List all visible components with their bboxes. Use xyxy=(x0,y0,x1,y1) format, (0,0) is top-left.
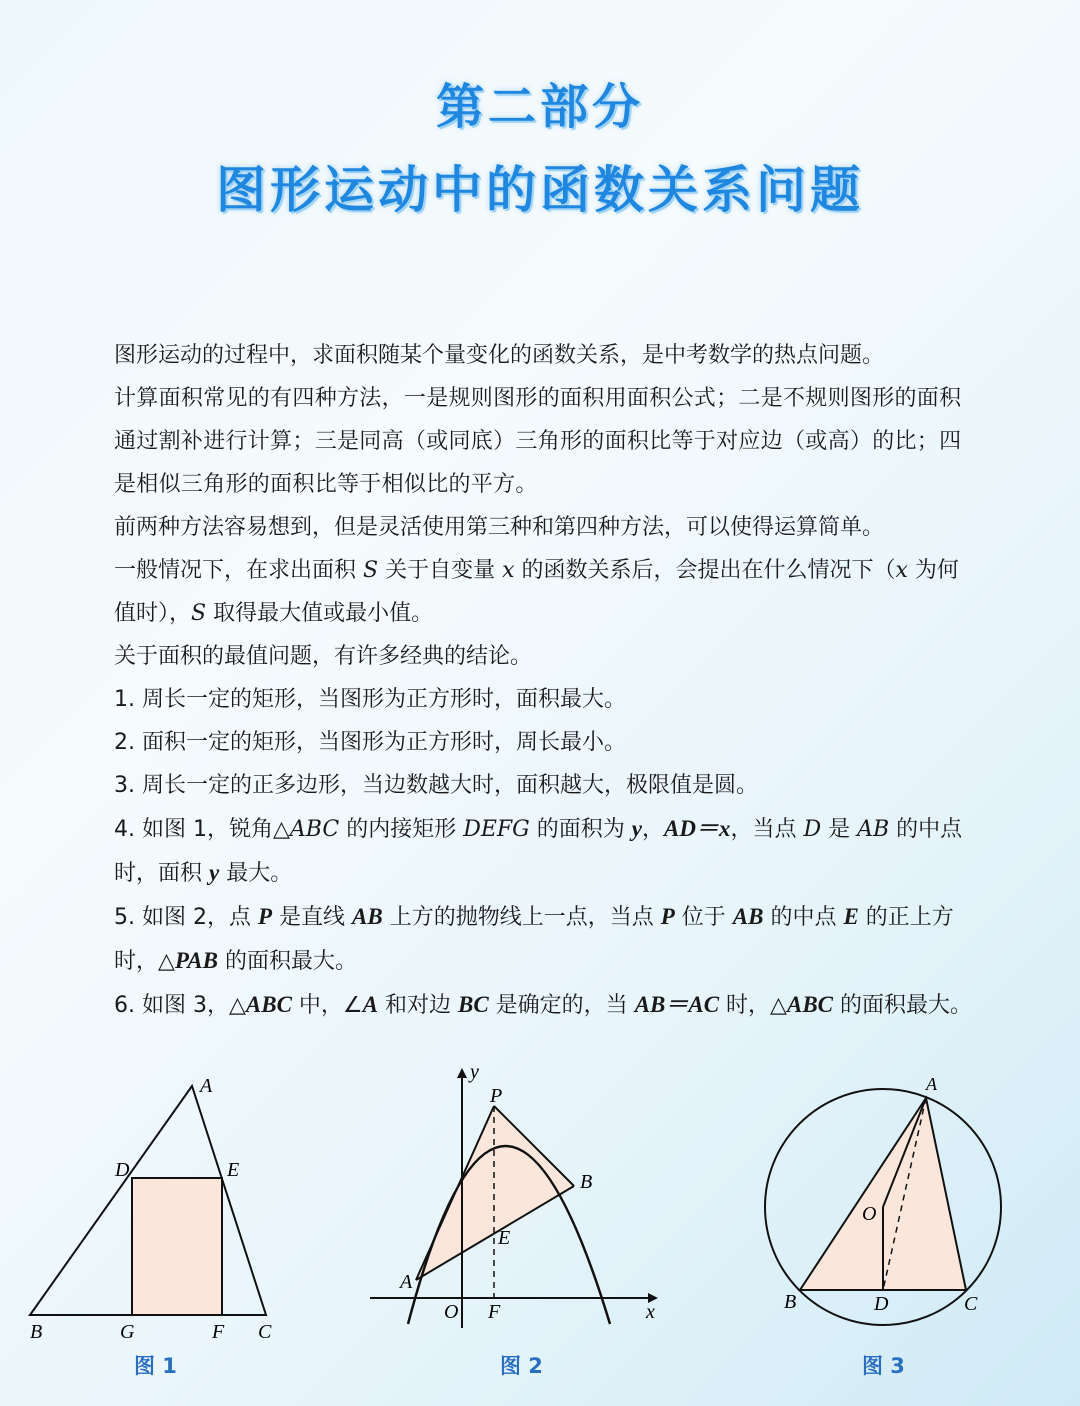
label-A: A xyxy=(200,1075,213,1097)
label-B: B xyxy=(30,1321,43,1340)
list-item-3: 3. 周长一定的正多边形，当边数越大时，面积越大，极限值是圆。 xyxy=(114,773,758,798)
paragraph-4: 一般情况下，在求出面积 S 关于自变量 x 的函数关系后，会提出在什么情况下（x 为何值时），S 取得最大值或最小值。 xyxy=(114,558,959,626)
label-O: O xyxy=(444,1301,459,1323)
label-y: y xyxy=(470,1061,479,1083)
label-E: E xyxy=(227,1159,240,1181)
label-x: x xyxy=(646,1301,655,1323)
label-B: B xyxy=(580,1171,593,1193)
label-B: B xyxy=(784,1291,797,1313)
figure-1 xyxy=(20,1070,300,1340)
list-item-4: 4. 如图 1，锐角△ABC 的内接矩形 DEFG 的面积为 y，AD＝x，当点 D 是 AB 的中点时，面积 y 最大。 xyxy=(114,816,963,886)
label-A: A xyxy=(400,1271,413,1293)
figure-2-caption: 图 2 xyxy=(500,1354,543,1378)
label-F: F xyxy=(488,1301,501,1323)
list-item-5: 5. 如图 2，点 P 是直线 AB 上方的抛物线上一点，当点 P 位于 AB 的中点 E 的正上方时，△PAB 的面积最大。 xyxy=(114,904,954,974)
article-body xyxy=(66,334,976,1027)
figure-2 xyxy=(362,1060,672,1340)
y-axis-arrow xyxy=(457,1068,467,1078)
label-D: D xyxy=(115,1159,130,1181)
label-C: C xyxy=(964,1293,978,1315)
label-E: E xyxy=(498,1227,511,1249)
label-G: G xyxy=(120,1321,135,1340)
inscribed-rectangle xyxy=(132,1178,222,1315)
paragraph-3: 前两种方法容易想到，但是灵活使用第三种和第四种方法，可以使得运算简单。 xyxy=(114,515,885,540)
part-title: 第二部分 xyxy=(435,79,644,135)
list-item-2: 2. 面积一定的矩形，当图形为正方形时，周长最小。 xyxy=(114,730,626,755)
list-item-1: 1. 周长一定的矩形，当图形为正方形时，面积最大。 xyxy=(114,687,626,712)
label-A: A xyxy=(926,1074,937,1094)
paragraph-1: 图形运动的过程中，求面积随某个量变化的函数关系，是中考数学的热点问题。 xyxy=(114,343,885,368)
label-D: D xyxy=(874,1293,889,1315)
paragraph-5: 关于面积的最值问题，有许多经典的结论。 xyxy=(114,644,533,669)
triangle-pab xyxy=(416,1106,574,1280)
figure-3-caption: 图 3 xyxy=(862,1354,905,1378)
list-item-6: 6. 如图 3，△ABC 中，∠A 和对边 BC 是确定的，当 AB＝AC 时，△ABC 的面积最大。 xyxy=(114,992,973,1018)
figure-1-caption: 图 1 xyxy=(134,1354,177,1378)
label-P: P xyxy=(490,1085,503,1107)
paragraph-2: 计算面积常见的有四种方法，一是规则图形的面积用面积公式；二是不规则图形的面积通过割补进行计算；三是同高（或同底）三角形的面积比等于对应边（或高）的比；四是相似三角形的面积比等于相似比的平方。 xyxy=(114,386,962,497)
label-C: C xyxy=(258,1321,272,1340)
label-O: O xyxy=(862,1203,877,1225)
topic-title: 图形运动中的函数关系问题 xyxy=(216,161,864,219)
figure-3 xyxy=(754,1070,1014,1330)
label-F: F xyxy=(212,1321,225,1340)
